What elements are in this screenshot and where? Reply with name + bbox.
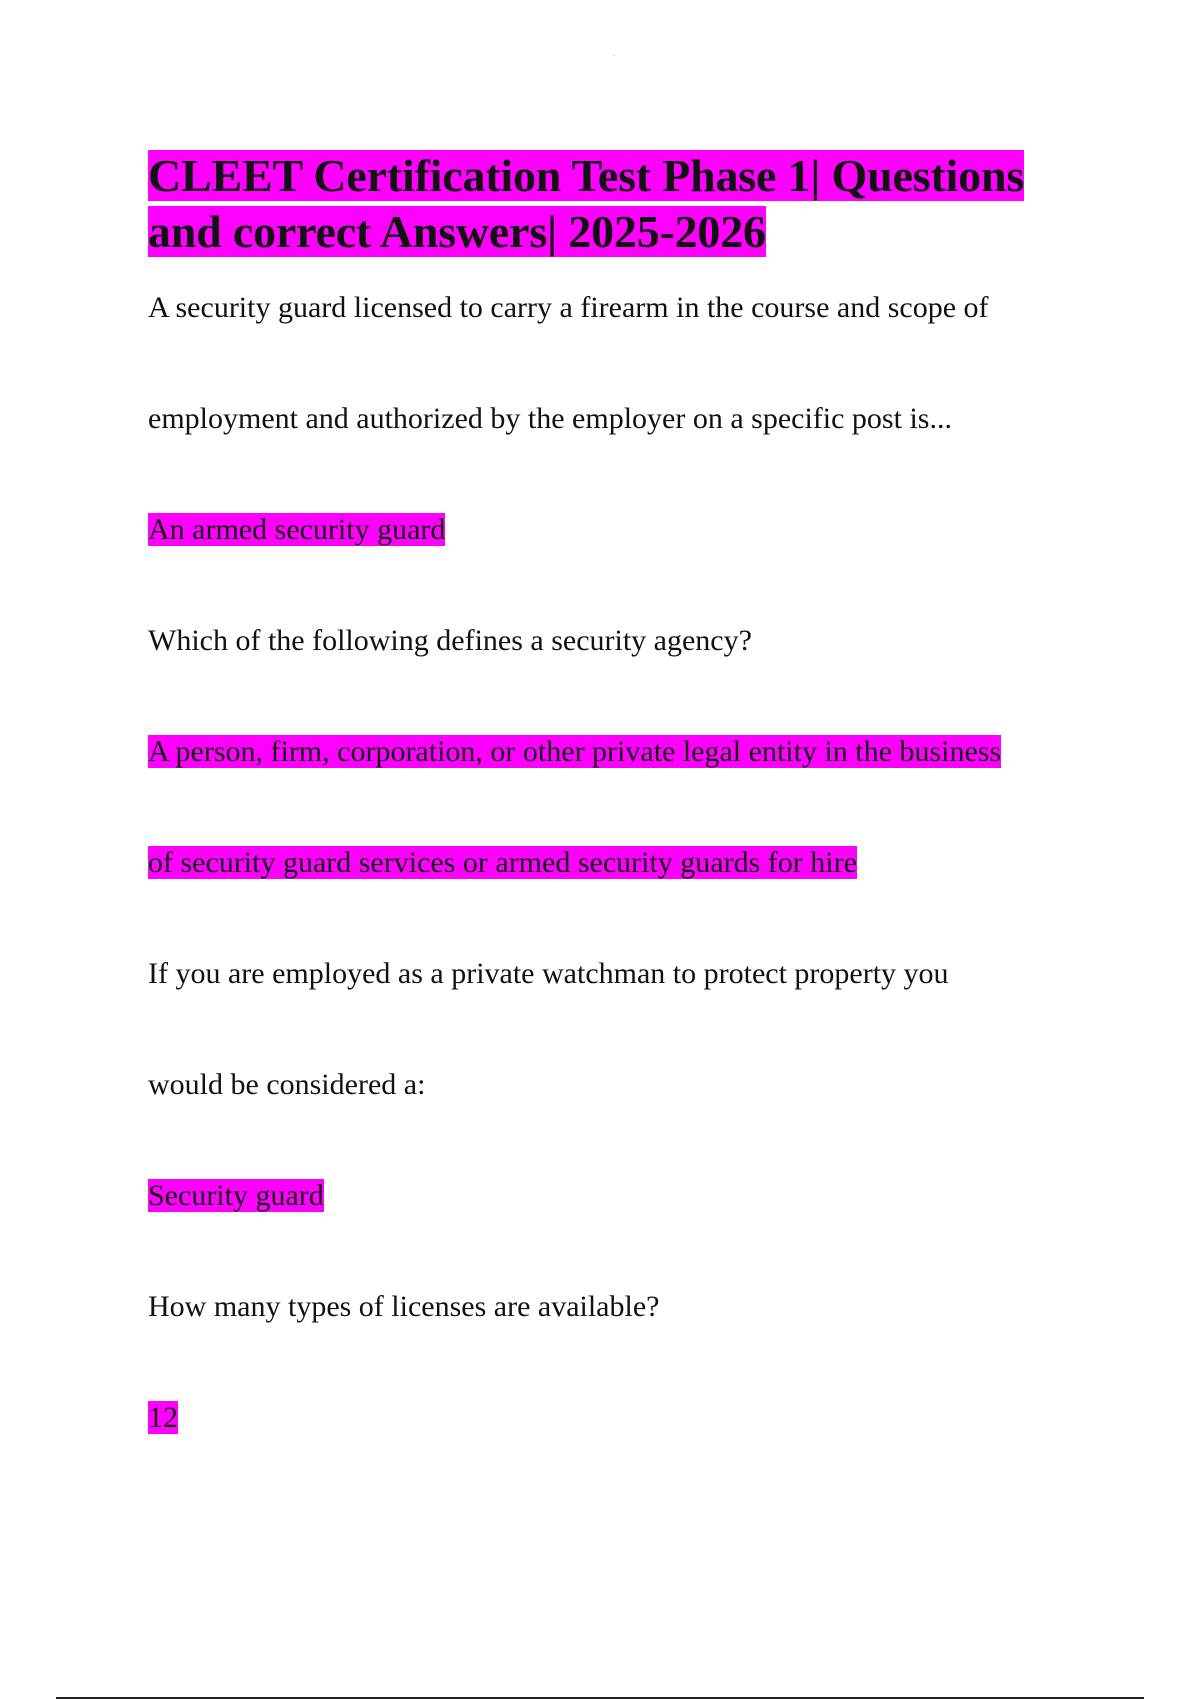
answer-highlight: A person, firm, corporation, or other private legal entity in the business <box>148 735 1002 768</box>
footer-rule <box>56 1697 1144 1699</box>
answer-highlight: 12 <box>148 1401 178 1434</box>
question-4-line-1: How many types of licenses are available? <box>148 1290 660 1323</box>
document-page <box>148 148 1078 1434</box>
answer-highlight: of security guard services or armed security guards for hire <box>148 846 857 879</box>
question-3-line-2: would be considered a: <box>148 1068 426 1101</box>
page-mark <box>613 55 614 56</box>
answer-highlight: An armed security guard <box>148 513 446 546</box>
question-3-line-1: If you are employed as a private watchman to protect property you <box>148 957 949 990</box>
answer-2-line-1 <box>148 734 1001 770</box>
answer-2-line-2 <box>148 845 857 881</box>
question-1-line-2: employment and authorized by the employer on a specific post is... <box>148 402 952 435</box>
question-2-line-1: Which of the following defines a security agency? <box>148 624 752 657</box>
question-1-line-1: A security guard licensed to carry a firearm in the course and scope of <box>148 291 989 324</box>
answer-highlight: Security guard <box>148 1179 324 1212</box>
title-highlight: CLEET Certification Test Phase 1| Questions and correct Answers| 2025-2026 <box>148 150 1025 257</box>
answer-4-line-1 <box>148 1400 178 1436</box>
answer-1-line-1 <box>148 512 445 548</box>
answer-3-line-1 <box>148 1178 324 1214</box>
document-title <box>148 148 1078 260</box>
